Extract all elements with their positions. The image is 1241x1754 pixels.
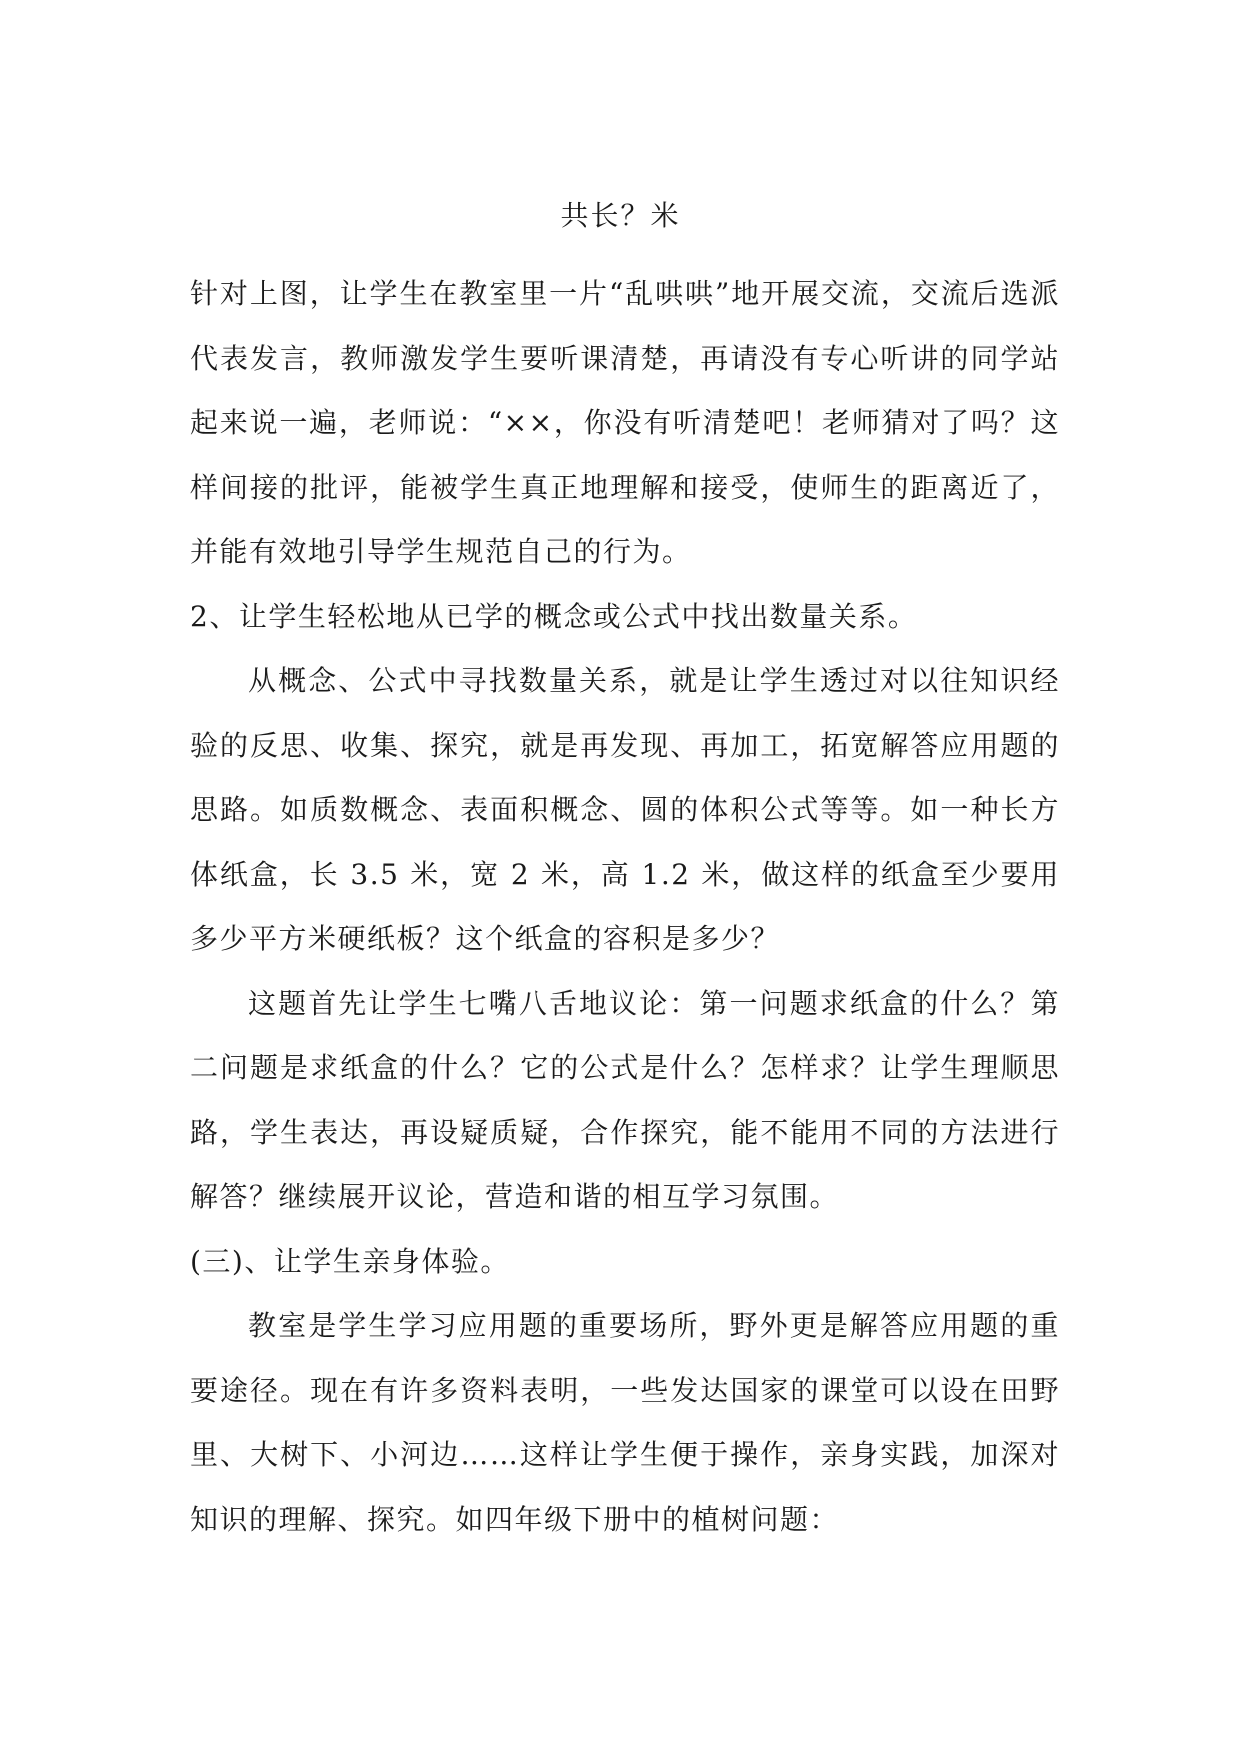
paragraph-criticism: 针对上图，让学生在教室里一片“乱哄哄”地开展交流，交流后选派代表发言，教师激发学生要听课清楚，再请没有专心听讲的同学站起来说一遍，老师说：“××，你没有听清楚吧！老师猜对了吗？这样间接的批评，能被学生真正地理解和接受，使师生的距离近了，并能有效地引导学生规范自己的行为。 [190,277,1060,568]
paragraph-concepts: 从概念、公式中寻找数量关系，就是让学生透过对以往知识经验的反思、收集、探究，就是再发现、再加工，拓宽解答应用题的思路。如质数概念、表面积概念、圆的体积公式等等。如一种长方体纸盒，长 3.5 米，宽 2 米，高 1.2 米，做这样的纸盒至少要用多少平方米硬纸板？这个纸盒的容积是多少？ [190,664,1060,955]
document-body [190,262,1060,1552]
figure-caption: 共长？米 [560,199,681,232]
section-heading-2: 2、让学生轻松地从已学的概念或公式中找出数量关系。 [190,599,918,633]
paragraph-experience: 教室是学生学习应用题的重要场所，野外更是解答应用题的重要途径。现在有许多资料表明，一些发达国家的课堂可以设在田野里、大树下、小河边……这样让学生便于操作，亲身实践，加深对知识的理解、探究。如四年级下册中的植树问题： [190,1309,1060,1536]
paragraph-discussion: 这题首先让学生七嘴八舌地议论：第一问题求纸盒的什么？第二问题是求纸盒的什么？它的公式是什么？怎样求？让学生理顺思路，学生表达，再设疑质疑，合作探究，能不能用不同的方法进行解答？继续展开议论，营造和谐的相互学习氛围。 [190,986,1060,1213]
section-heading-3: (三)、让学生亲身体验。 [190,1244,510,1278]
